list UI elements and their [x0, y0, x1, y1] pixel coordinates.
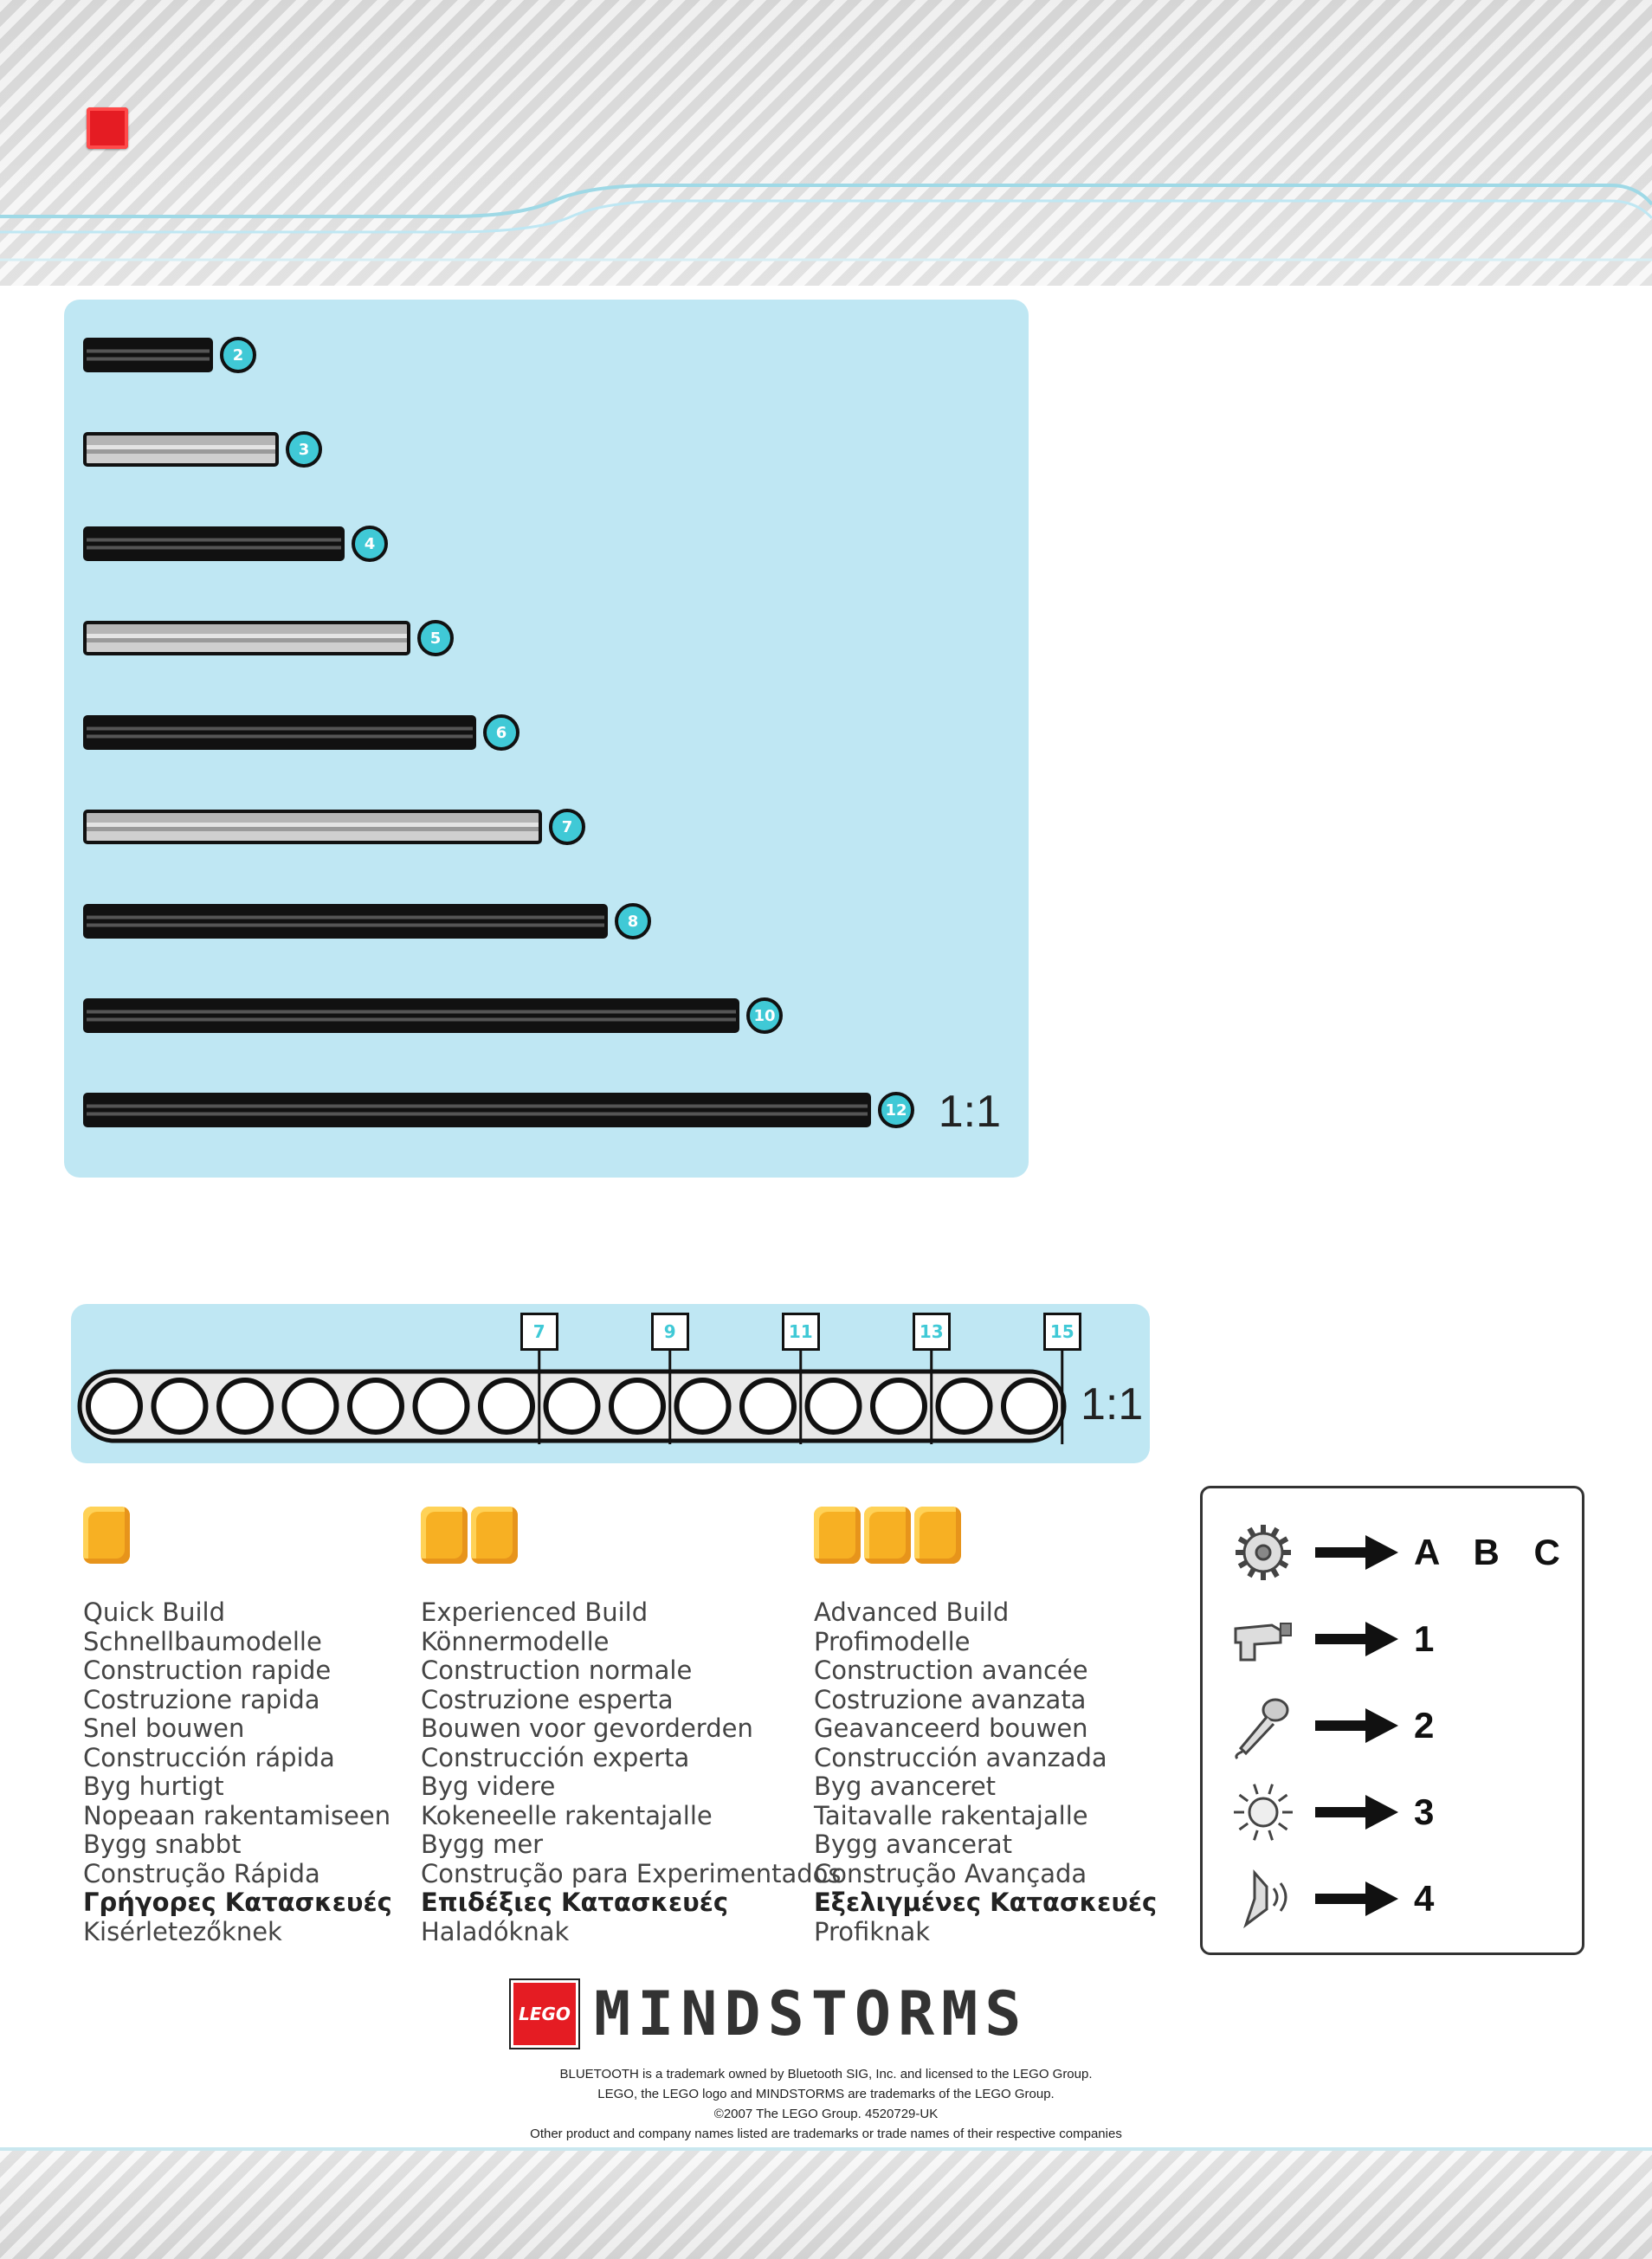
level-name: Profimodelle — [814, 1626, 971, 1656]
level-name: Byg hurtigt — [83, 1772, 224, 1801]
beam-hole — [154, 1380, 206, 1432]
beam-hole — [611, 1380, 663, 1432]
level-name: Construcción avanzada — [814, 1742, 1107, 1772]
header-swoosh — [0, 0, 1652, 286]
beam-drawing — [71, 1304, 1150, 1463]
brick-icon — [421, 1507, 468, 1564]
difficulty-bricks — [83, 1507, 392, 1569]
beam-hole — [350, 1380, 402, 1432]
beam-length-mark: 13 — [913, 1313, 951, 1351]
axle-5 — [83, 621, 410, 655]
lego-mindstorms-logo — [511, 1979, 1117, 2049]
level-name: Geavanceerd bouwen — [814, 1714, 1088, 1743]
beam-length-mark: 9 — [651, 1313, 689, 1351]
brick-icon — [814, 1507, 861, 1564]
beam-hole — [285, 1380, 337, 1432]
axle-2 — [83, 338, 213, 372]
level-name: Kisérletezőknek — [83, 1916, 282, 1946]
legend-row — [1229, 1778, 1575, 1847]
beam-hole — [219, 1380, 271, 1432]
build-level-1 — [83, 1507, 392, 1946]
level-name: Εξελιγμένες Κατασκευές — [814, 1888, 1158, 1917]
beam-hole — [742, 1380, 794, 1432]
level-name: Construcción experta — [421, 1742, 690, 1772]
axle-3 — [83, 432, 279, 467]
axle-length-badge: 2 — [220, 337, 256, 373]
level-name: Byg avanceret — [814, 1772, 997, 1801]
arrow-right-icon — [1315, 1795, 1398, 1830]
level-name: Könnermodelle — [421, 1626, 610, 1656]
beam-hole — [546, 1380, 598, 1432]
axle-length-badge: 7 — [549, 809, 585, 845]
axle-4 — [83, 526, 345, 561]
axle-length-badge: 3 — [286, 431, 322, 468]
legal-line: LEGO, the LEGO logo and MINDSTORMS are trademarks of the LEGO Group. — [597, 2087, 1055, 2101]
level-name: Haladóknak — [421, 1916, 570, 1946]
level-name: Construção Avançada — [814, 1858, 1087, 1888]
legal-line: BLUETOOTH is a trademark owned by Bluetooth SIG, Inc. and licensed to the LEGO Group. — [559, 2067, 1093, 2082]
legend-row — [1229, 1518, 1575, 1587]
axle-12 — [83, 1093, 871, 1127]
level-name: Construcción rápida — [83, 1742, 335, 1772]
level-name: Γρήγορες Κατασκευές — [83, 1888, 392, 1917]
sound-sensor-icon — [1229, 1691, 1298, 1760]
arrow-right-icon — [1315, 1708, 1398, 1743]
beam-hole — [873, 1380, 925, 1432]
level-name: Construção Rápida — [83, 1858, 320, 1888]
brick-icon — [864, 1507, 911, 1564]
legend-row — [1229, 1864, 1575, 1933]
lego-badge: LEGO — [511, 1980, 578, 2048]
axle-6 — [83, 715, 476, 750]
beam-hole — [416, 1380, 468, 1432]
beam-hole — [1003, 1380, 1055, 1432]
difficulty-bricks — [421, 1507, 842, 1569]
beam-chart-panel — [71, 1304, 1150, 1463]
level-name: Quick Build — [83, 1597, 226, 1627]
footer-band — [0, 2147, 1652, 2259]
level-name: Bygg snabbt — [83, 1830, 242, 1859]
port-label: A B C — [1414, 1532, 1572, 1572]
level-translations — [814, 1598, 1157, 1946]
level-name: Bouwen voor gevorderden — [421, 1714, 753, 1743]
axle-length-badge: 6 — [483, 714, 519, 751]
axle-scale-label: 1:1 — [938, 1087, 1001, 1137]
level-name: Advanced Build — [814, 1597, 1010, 1627]
axle-chart-panel — [64, 300, 1029, 1178]
legend-row — [1229, 1604, 1575, 1674]
level-translations — [421, 1598, 842, 1946]
light-sensor-icon — [1229, 1778, 1298, 1847]
level-name: Bygg avancerat — [814, 1830, 1013, 1859]
level-name: Kokeneelle rakentajalle — [421, 1800, 713, 1830]
beam-hole — [939, 1380, 991, 1432]
arrow-right-icon — [1315, 1535, 1398, 1570]
build-level-3 — [814, 1507, 1157, 1946]
touch-sensor-icon — [1229, 1604, 1298, 1674]
level-name: Costruzione esperta — [421, 1684, 674, 1714]
level-name: Costruzione avanzata — [814, 1684, 1087, 1714]
beam-hole — [481, 1380, 532, 1432]
level-name: Nopeaan rakentamiseen — [83, 1800, 391, 1830]
red-square-marker — [87, 107, 128, 149]
beam-length-mark: 15 — [1043, 1313, 1081, 1351]
axle-length-badge: 8 — [615, 903, 651, 939]
brick-icon — [914, 1507, 961, 1564]
level-name: Επιδέξιες Κατασκευές — [421, 1888, 729, 1917]
sensor-port-legend — [1200, 1486, 1584, 1955]
gear-icon — [1229, 1518, 1298, 1587]
level-name: Schnellbaumodelle — [83, 1626, 322, 1656]
difficulty-bricks — [814, 1507, 1157, 1569]
legal-line: Other product and company names listed are trademarks or trade names of their respective companies — [530, 2127, 1122, 2141]
level-name: Taitavalle rakentajalle — [814, 1800, 1088, 1830]
beam-scale-label: 1:1 — [1081, 1379, 1144, 1430]
level-name: Experienced Build — [421, 1597, 649, 1627]
beam-length-mark: 7 — [520, 1313, 558, 1351]
arrow-right-icon — [1315, 1881, 1398, 1916]
axle-8 — [83, 904, 608, 939]
ultrasonic-sensor-icon — [1229, 1864, 1298, 1933]
legend-row — [1229, 1691, 1575, 1760]
beam-length-mark: 11 — [782, 1313, 820, 1351]
axle-length-badge: 4 — [352, 526, 388, 562]
legal-line: ©2007 The LEGO Group. 4520729-UK — [713, 2107, 939, 2121]
axle-length-badge: 10 — [746, 997, 783, 1034]
level-name: Bygg mer — [421, 1830, 544, 1859]
port-label: 2 — [1414, 1705, 1447, 1746]
level-name: Costruzione rapida — [83, 1684, 320, 1714]
build-level-2 — [421, 1507, 842, 1946]
axle-length-badge: 12 — [878, 1092, 914, 1128]
mindstorms-wordmark: MINDSTORMS — [594, 1978, 1029, 2049]
legal-notice — [390, 2064, 1262, 2144]
port-label: 4 — [1414, 1878, 1447, 1919]
beam-hole — [88, 1380, 140, 1432]
level-name: Construção para Experimentados — [421, 1858, 842, 1888]
brick-icon — [471, 1507, 518, 1564]
beam-hole — [677, 1380, 729, 1432]
level-name: Construction rapide — [83, 1656, 332, 1685]
axle-7 — [83, 810, 542, 844]
port-label: 3 — [1414, 1791, 1447, 1832]
level-name: Snel bouwen — [83, 1714, 245, 1743]
axle-10 — [83, 998, 739, 1033]
axle-length-badge: 5 — [417, 620, 454, 656]
level-name: Construction normale — [421, 1656, 693, 1685]
arrow-right-icon — [1315, 1622, 1398, 1656]
level-name: Byg videre — [421, 1772, 556, 1801]
level-translations — [83, 1598, 392, 1946]
beam-hole — [808, 1380, 860, 1432]
level-name: Construction avancée — [814, 1656, 1088, 1685]
level-name: Profiknak — [814, 1916, 931, 1946]
brick-icon — [83, 1507, 130, 1564]
port-label: 1 — [1414, 1618, 1447, 1659]
